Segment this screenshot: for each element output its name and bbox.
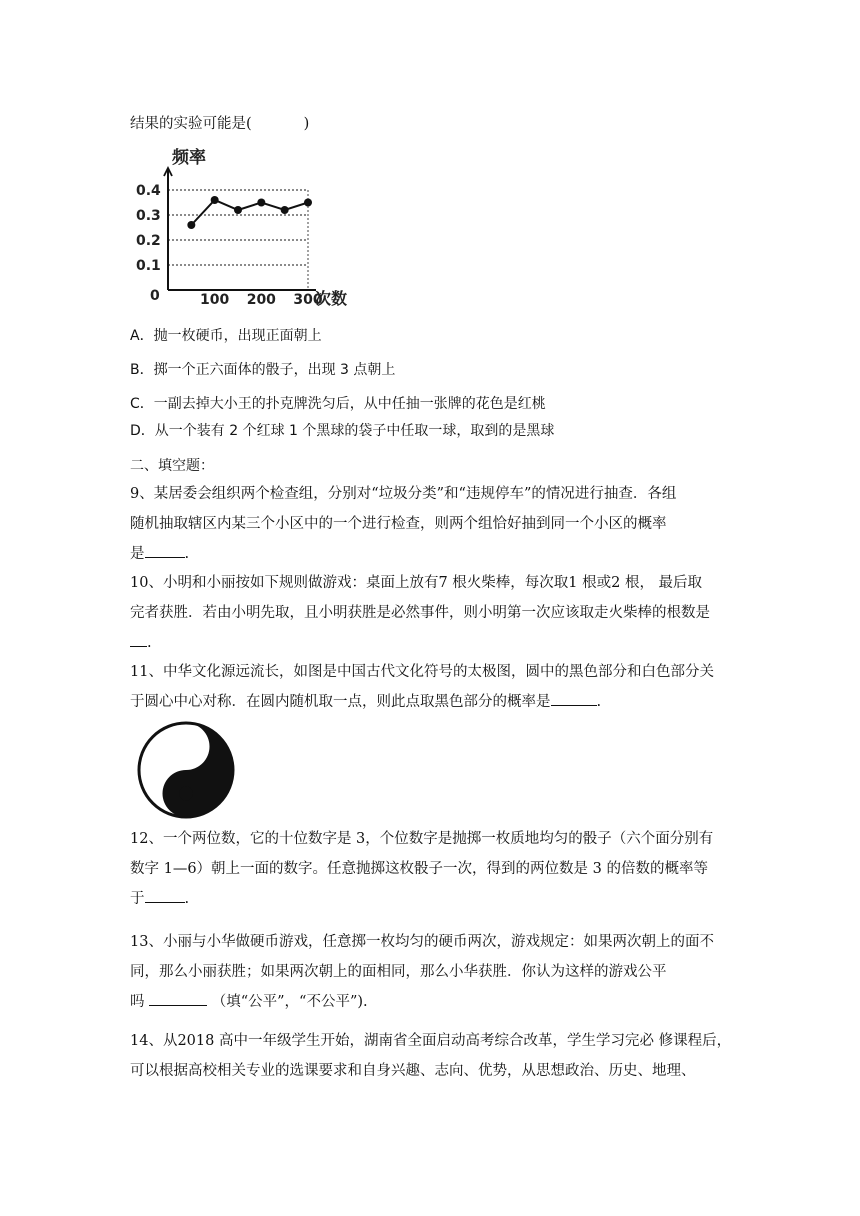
taiji-symbol-image: [136, 720, 236, 820]
option-a: A．抛一枚硬币，出现正面朝上: [130, 328, 322, 344]
x-tick-label: 200: [246, 292, 276, 308]
data-point: [211, 196, 219, 204]
q11-line2: 于圆心中心对称．在圆内随机取一点，则此点取黑色部分的概率是 .: [130, 691, 601, 712]
data-point: [304, 199, 312, 207]
x-tick-label: 100: [200, 292, 230, 308]
y-tick-label: 0.3: [136, 208, 161, 224]
q10-line3: .: [130, 632, 152, 653]
q13-line2: 同，那么小丽获胜；如果两次朝上的面相同，那么小华获胜．你认为这样的游戏公平: [130, 964, 667, 980]
q12-line3: 于 .: [130, 888, 189, 909]
answer-blank: [145, 543, 185, 558]
q13-line3: 吗 （填“公平”，“不公平”).: [130, 991, 368, 1012]
q13-line1: 13、小丽与小华做硬币游戏，任意掷一枚均匀的硬币两次，游戏规定：如果两次朝上的面不: [130, 934, 714, 950]
option-b: B．掷一个正六面体的骰子，出现 3 点朝上: [130, 362, 396, 378]
answer-blank: [149, 991, 207, 1006]
q9-line2: 随机抽取辖区内某三个小区中的一个进行检查，则两个组恰好抽到同一个小区的概率: [130, 516, 667, 532]
q10-line2: 完者获胜．若由小明先取，且小明获胜是必然事件，则小明第一次应该取走火柴棒的根数是: [130, 605, 710, 621]
q14-line2: 可以根据高校相关专业的选课要求和自身兴趣、志向、优势，从思想政治、历史、地理、: [130, 1063, 696, 1079]
answer-blank: [130, 632, 147, 647]
q10-line1: 10、小明和小丽按如下规则做游戏：桌面上放有7 根火柴棒，每次取1 根或2 根， 最后取: [130, 575, 703, 591]
x-axis-label: 次数: [315, 289, 348, 308]
y-tick-label: 0.1: [136, 258, 161, 274]
y-axis-label: 频率: [172, 148, 206, 168]
series-line: [191, 200, 308, 225]
data-point: [257, 199, 265, 207]
y-tick-label: 0.4: [136, 183, 161, 199]
data-point: [234, 206, 242, 214]
q12-line1: 12、一个两位数，它的十位数字是 3，个位数字是抛掷一枚质地均匀的骰子（六个面分别有: [130, 831, 714, 847]
question-fragment: 结果的实验可能是( ): [130, 116, 310, 132]
frequency-line-chart: [130, 142, 370, 312]
data-point: [187, 221, 195, 229]
q14-line1: 14、从2018 高中一年级学生开始，湖南省全面启动高考综合改革，学生学习完必 修课程后，: [130, 1033, 732, 1049]
y-tick-label: 0.2: [136, 233, 161, 249]
q9-line1: 9、某居委会组织两个检查组，分别对“垃圾分类”和“违规停车”的情况进行抽查．各组: [130, 486, 677, 502]
option-c: C．一副去掉大小王的扑克牌洗匀后，从中任抽一张牌的花色是红桃: [130, 396, 546, 412]
origin-tick-label: 0: [150, 288, 160, 304]
option-d: D．从一个装有 2 个红球 1 个黑球的袋子中任取一球，取到的是黑球: [130, 423, 555, 439]
answer-blank: [551, 691, 597, 706]
x-tick-label: 300: [293, 292, 323, 308]
q12-line2: 数字 1—6）朝上一面的数字。任意抛掷这枚骰子一次，得到的两位数是 3 的倍数的概率等: [130, 861, 709, 877]
data-point: [281, 206, 289, 214]
q9-line3: 是 .: [130, 543, 189, 564]
section-title: 二、填空题：: [130, 458, 214, 474]
q11-line1: 11、中华文化源远流长，如图是中国古代文化符号的太极图，圆中的黑色部分和白色部分关: [130, 664, 714, 680]
answer-blank: [145, 888, 185, 903]
